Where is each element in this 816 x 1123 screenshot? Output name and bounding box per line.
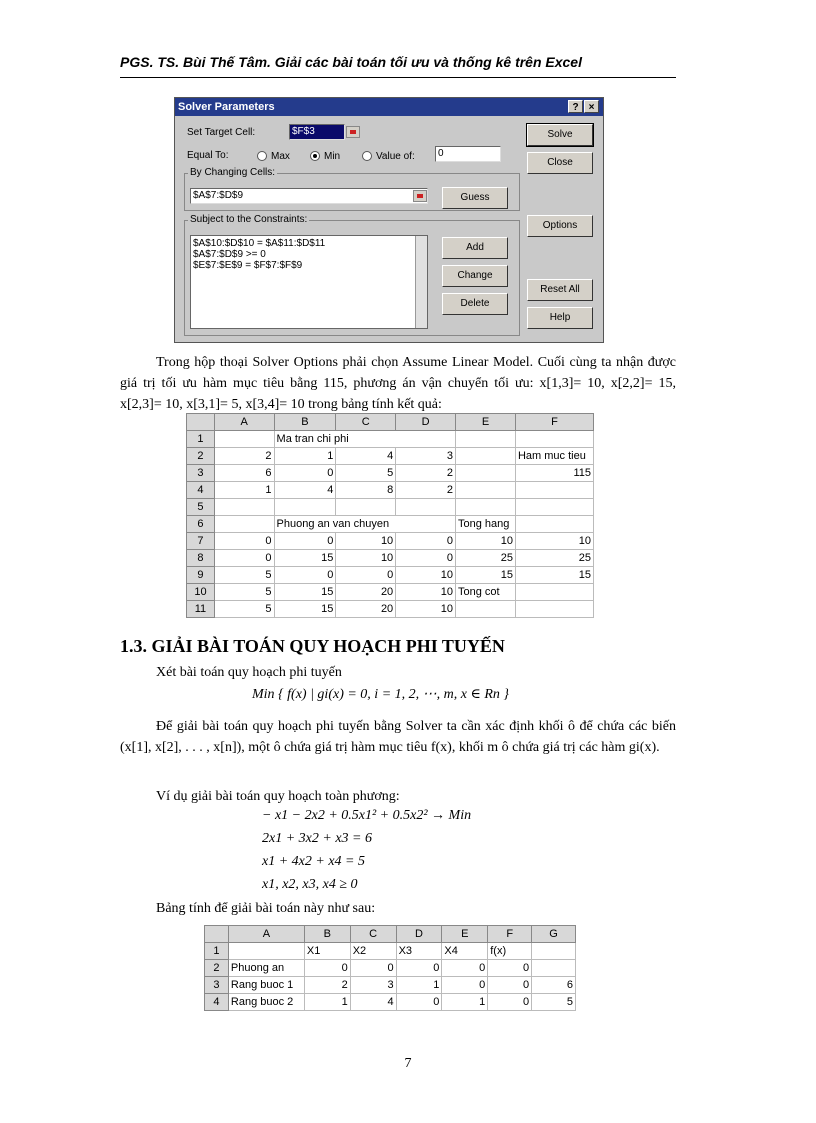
column-header[interactable] [187,414,215,431]
cell[interactable] [456,465,516,482]
paragraph-table-intro: Bảng tính để giải bài toán này như sau: [156,901,376,916]
cell[interactable]: 15 [274,601,336,618]
cell[interactable] [515,431,593,448]
cell[interactable] [214,499,274,516]
cell[interactable]: 1 [304,994,350,1011]
cell[interactable]: 0 [396,994,442,1011]
cell[interactable]: 2 [396,482,456,499]
table-row [187,601,594,618]
cell[interactable]: 0 [488,977,532,994]
table-row [205,994,576,1011]
cell[interactable] [214,431,274,448]
table-row [205,977,576,994]
cell[interactable]: 4 [350,994,396,1011]
cell[interactable] [456,482,516,499]
column-header[interactable]: F [488,926,532,943]
column-header[interactable]: E [456,414,516,431]
cell[interactable]: Tong cot [456,584,516,601]
cell[interactable] [274,499,336,516]
close-title-button[interactable]: × [584,100,599,113]
column-header[interactable]: G [532,926,576,943]
cell[interactable]: 1 [274,448,336,465]
help-button[interactable]: Help [527,307,593,329]
paragraph-example: Ví dụ giải bài toán quy hoạch toàn phương: [156,789,400,804]
max-label: Max [271,151,290,162]
cell[interactable]: 0 [336,567,396,584]
page-number: 7 [404,1056,412,1071]
cell[interactable]: 10 [336,550,396,567]
cell[interactable]: 0 [274,465,336,482]
cell[interactable] [515,516,593,533]
cell[interactable]: 5 [532,994,576,1011]
formula-nonlinear: Min { f(x) | gi(x) = 0, i = 1, 2, ⋯, m, x ∈ Rn } [252,687,509,702]
cell[interactable]: 20 [336,584,396,601]
header-divider [120,77,676,78]
cell[interactable]: Ham muc tieu [515,448,593,465]
cell[interactable]: 1 [214,482,274,499]
value-of-input[interactable]: 0 [435,146,501,162]
equation-constraint-2: x1 + 4x2 + x4 = 5 [262,854,365,869]
cell[interactable] [336,499,396,516]
column-header[interactable]: D [396,414,456,431]
cell[interactable]: 0 [304,960,350,977]
cell[interactable] [214,516,274,533]
cell[interactable] [532,943,576,960]
cell[interactable]: 20 [336,601,396,618]
cell[interactable]: X1 [304,943,350,960]
row-header[interactable]: 11 [187,601,215,618]
cell[interactable]: X2 [350,943,396,960]
row-header[interactable]: 2 [205,960,229,977]
row-header[interactable]: 7 [187,533,215,550]
cell[interactable] [456,601,516,618]
cell[interactable]: 0 [488,960,532,977]
cell[interactable]: Ma tran chi phi [274,431,455,448]
cell[interactable]: 15 [274,550,336,567]
target-cell-input[interactable]: $F$3 [289,124,345,140]
row-header[interactable]: 5 [187,499,215,516]
cell[interactable]: Phuong an [228,960,304,977]
row-header[interactable]: 4 [187,482,215,499]
column-header[interactable]: B [274,414,336,431]
table-row [187,431,594,448]
cell[interactable]: 0 [396,550,456,567]
cell[interactable]: 5 [214,567,274,584]
cell[interactable]: 1 [396,977,442,994]
cell[interactable]: 2 [396,465,456,482]
cell[interactable]: 10 [396,567,456,584]
cell[interactable]: Phuong an van chuyen [274,516,455,533]
cell[interactable] [515,584,593,601]
row-header[interactable]: 8 [187,550,215,567]
page-header: PGS. TS. Bùi Thế Tâm. Giải các bài toán tối ưu và thống kê trên Excel [120,54,582,70]
cell[interactable] [456,448,516,465]
column-header[interactable] [205,926,229,943]
cell[interactable]: X3 [396,943,442,960]
column-header[interactable]: E [442,926,488,943]
result-spreadsheet [186,413,594,618]
cell[interactable]: 0 [396,960,442,977]
cell[interactable]: 5 [214,601,274,618]
row-header[interactable]: 9 [187,567,215,584]
paragraph-intro: Xét bài toán quy hoạch phi tuyến [156,665,342,680]
changing-cells-label: By Changing Cells: [190,167,276,178]
equal-to-label: Equal To: [187,150,229,161]
constraint-item[interactable]: $A$7:$D$9 >= 0 [193,249,266,260]
column-header[interactable]: D [396,926,442,943]
min-label: Min [324,151,341,162]
row-header[interactable]: 6 [187,516,215,533]
row-header[interactable]: 4 [205,994,229,1011]
constraint-item[interactable]: $E$7:$E$9 = $F$7:$F$9 [193,260,303,271]
cell[interactable] [515,499,593,516]
options-button[interactable]: Options [527,215,593,237]
cell[interactable]: 0 [274,567,336,584]
collapse-dialog-icon[interactable] [346,126,360,138]
cell[interactable]: 0 [274,533,336,550]
table-row [205,943,576,960]
value-of-label: Value of: [376,151,415,162]
cell[interactable]: 5 [336,465,396,482]
section-title: 1.3. GIẢI BÀI TOÁN QUY HOẠCH PHI TUYẾN [120,636,505,656]
cell[interactable] [515,482,593,499]
cell[interactable]: 5 [214,584,274,601]
close-button[interactable]: Close [527,152,593,174]
cell[interactable]: 15 [515,567,593,584]
row-header[interactable]: 2 [187,448,215,465]
cell[interactable]: 0 [442,960,488,977]
table-row [187,516,594,533]
changing-cells-input[interactable]: $A$7:$D$9 [190,188,428,204]
paragraph-result: Trong hộp thoại Solver Options phải chọn Assume Linear Model. Cuối cùng ta nhận được giá trị tối ưu hàm mục tiêu bằng 115, phương án vận chuyển tối ưu: x[1,3]= 10, x[2,2]= 15, x[2,3]= 10, x[3,1]= 5, x[3,4]= 10 trong bảng tính kết quả: [120,355,676,412]
table-row [187,567,594,584]
table-row [205,960,576,977]
table-row [187,499,594,516]
cell[interactable]: 0 [350,960,396,977]
cell[interactable]: 2 [214,448,274,465]
table-row [187,482,594,499]
cell[interactable]: 10 [515,533,593,550]
equation-objective: − x1 − 2x2 + 0.5x1² + 0.5x2² → Min [262,808,472,823]
cell[interactable]: 0 [214,533,274,550]
max-radio[interactable] [257,151,267,161]
column-header[interactable]: A [214,414,274,431]
constraints-label: Subject to the Constraints: [190,214,308,225]
cell[interactable]: 15 [274,584,336,601]
table-row [187,584,594,601]
help-title-button[interactable]: ? [568,100,583,113]
table-row [187,550,594,567]
equation-constraint-1: 2x1 + 3x2 + x3 = 6 [262,831,372,846]
cell[interactable]: 2 [304,977,350,994]
column-header[interactable]: A [228,926,304,943]
cell[interactable]: 25 [456,550,516,567]
row-header[interactable]: 10 [187,584,215,601]
cell[interactable] [515,601,593,618]
cell[interactable]: 15 [456,567,516,584]
table-row [187,533,594,550]
cell[interactable]: 4 [336,448,396,465]
dialog-title: Solver Parameters [175,98,603,116]
cell[interactable]: 6 [532,977,576,994]
reset-all-button[interactable]: Reset All [527,279,593,301]
cell[interactable] [396,499,456,516]
row-header[interactable]: 3 [187,465,215,482]
column-header[interactable]: C [336,414,396,431]
cell[interactable] [456,431,516,448]
cell[interactable]: Tong hang [456,516,516,533]
cell[interactable]: X4 [442,943,488,960]
cell[interactable] [456,499,516,516]
paragraph-method: Để giải bài toán quy hoạch phi tuyến bằng Solver ta cần xác định khối ô để chứa các biến (x[1], x[2], . . . , x[n]), một ô chứa giá trị hàm mục tiêu f(x), khối m ô chứa giá trị các hàm gi(x). [120,719,676,755]
table-row [187,448,594,465]
cell[interactable]: 10 [396,601,456,618]
cell[interactable]: Rang buoc 2 [228,994,304,1011]
cell[interactable] [532,960,576,977]
add-button[interactable]: Add [442,237,508,259]
cell[interactable] [228,943,304,960]
collapse-dialog-icon[interactable] [413,190,427,202]
cell[interactable]: 10 [396,584,456,601]
change-button[interactable]: Change [442,265,508,287]
constraint-item[interactable]: $A$10:$D$10 = $A$11:$D$11 [193,238,326,249]
cell[interactable]: 4 [274,482,336,499]
equation-nonneg: x1, x2, x3, x4 ≥ 0 [262,877,358,892]
guess-button[interactable]: Guess [442,187,508,209]
cell[interactable]: 6 [214,465,274,482]
cell[interactable]: 8 [336,482,396,499]
cell[interactable]: 3 [396,448,456,465]
cell[interactable]: 0 [442,977,488,994]
cell[interactable]: 0 [396,533,456,550]
value-of-radio[interactable] [362,151,372,161]
solve-button[interactable]: Solve [527,124,593,146]
row-header[interactable]: 1 [187,431,215,448]
cell[interactable]: 10 [336,533,396,550]
cell[interactable]: 0 [488,994,532,1011]
qp-spreadsheet [204,925,576,1011]
column-header[interactable]: B [304,926,350,943]
column-header[interactable]: C [350,926,396,943]
constraints-scrollbar[interactable] [415,236,427,328]
row-header[interactable]: 3 [205,977,229,994]
cell[interactable]: Rang buoc 1 [228,977,304,994]
cell[interactable]: 0 [214,550,274,567]
solver-dialog [174,97,604,343]
cell[interactable]: 25 [515,550,593,567]
table-row [187,465,594,482]
cell[interactable]: 115 [515,465,593,482]
min-radio[interactable] [310,151,320,161]
constraints-list[interactable] [190,235,428,329]
target-cell-label: Set Target Cell: [187,127,256,138]
delete-button[interactable]: Delete [442,293,508,315]
cell[interactable]: f(x) [488,943,532,960]
cell[interactable]: 3 [350,977,396,994]
cell[interactable]: 1 [442,994,488,1011]
column-header[interactable]: F [515,414,593,431]
row-header[interactable]: 1 [205,943,229,960]
cell[interactable]: 10 [456,533,516,550]
